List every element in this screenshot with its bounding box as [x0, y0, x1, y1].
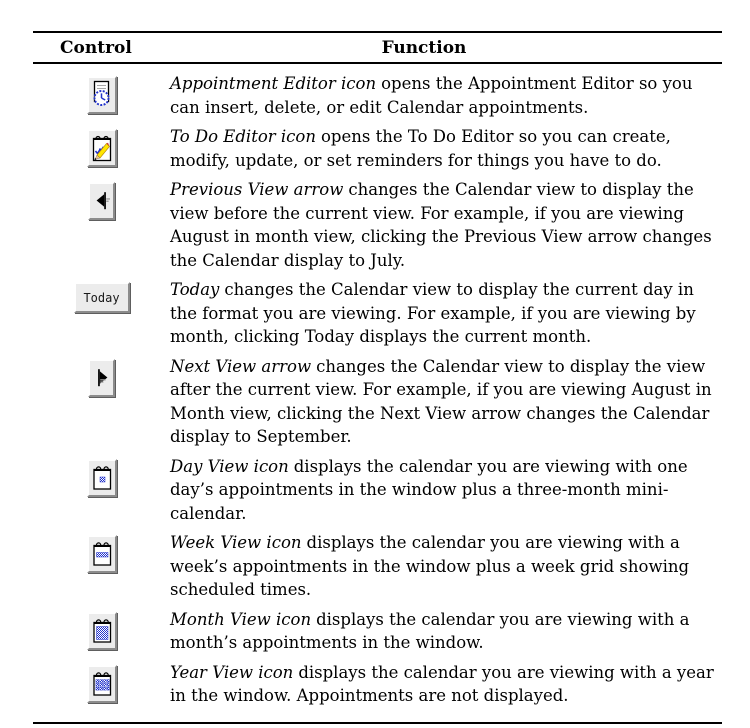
control-description: displays the calendar you are viewing with a year in the window. Appointments are not displayed. — [170, 662, 714, 705]
control-description: displays the calendar you are viewing with a week’s appointments in the window plus a week grid showing scheduled times. — [170, 533, 690, 599]
table-row — [33, 455, 722, 526]
year-view-icon — [87, 665, 117, 703]
table-row — [33, 278, 722, 349]
todo-editor-icon — [87, 129, 117, 167]
control-description: opens the Appointment Editor so you can insert, delete, or edit Calendar appointments. — [170, 74, 693, 117]
control-term: To Do Editor icon — [170, 127, 316, 146]
controls-function-table — [33, 31, 722, 724]
table-row — [33, 355, 722, 449]
control-description: displays the calendar you are viewing with a month’s appointments in the window. — [170, 609, 690, 652]
control-term: Month View icon — [170, 609, 312, 629]
next-view-arrow — [88, 359, 115, 397]
table-row — [33, 531, 722, 602]
week-view-icon — [87, 535, 117, 573]
table-row — [33, 72, 722, 119]
month-view-icon — [87, 612, 117, 650]
control-description: opens the To Do Editor so you can create, modify, update, or set reminders for things you have to do. — [170, 127, 671, 170]
control-description: displays the calendar you are viewing with one day’s appointments in the window plus a three-month mini-calendar. — [170, 456, 688, 523]
table-body — [33, 64, 722, 722]
column-header-function: Function — [381, 37, 467, 58]
today-button-label: Today — [83, 290, 120, 305]
previous-view-arrow — [88, 182, 115, 220]
control-term: Previous View arrow — [170, 180, 344, 199]
day-view-icon — [87, 459, 117, 497]
control-term: Week View icon — [170, 533, 302, 552]
column-header-control: Control — [60, 37, 132, 58]
table-row — [33, 178, 722, 272]
table-rule-bottom — [33, 722, 722, 724]
today-button — [74, 282, 130, 313]
control-description: changes the Calendar view to display the view before the current view. For example, if you are viewing August in month view, clicking the Previous View arrow changes the Calendar display to July. — [170, 180, 712, 270]
table-row — [33, 608, 722, 655]
control-term: Next View arrow — [170, 356, 312, 376]
control-term: Appointment Editor icon — [170, 74, 377, 93]
table-header-row — [33, 33, 722, 62]
control-description: changes the Calendar view to display the current day in the format you are viewing. For example, if you are viewing by month, clicking Today displays the current month. — [170, 280, 696, 346]
control-description: changes the Calendar view to display the view after the current view. For example, if you are viewing August in Month view, clicking the Next View arrow changes the Calendar display to September. — [170, 356, 712, 446]
table-row — [33, 125, 722, 172]
table-row — [33, 661, 722, 708]
control-term: Year View icon — [170, 662, 294, 682]
appointment-editor-icon — [87, 76, 117, 114]
control-term: Day View icon — [170, 456, 289, 476]
control-term: Today — [170, 280, 220, 299]
